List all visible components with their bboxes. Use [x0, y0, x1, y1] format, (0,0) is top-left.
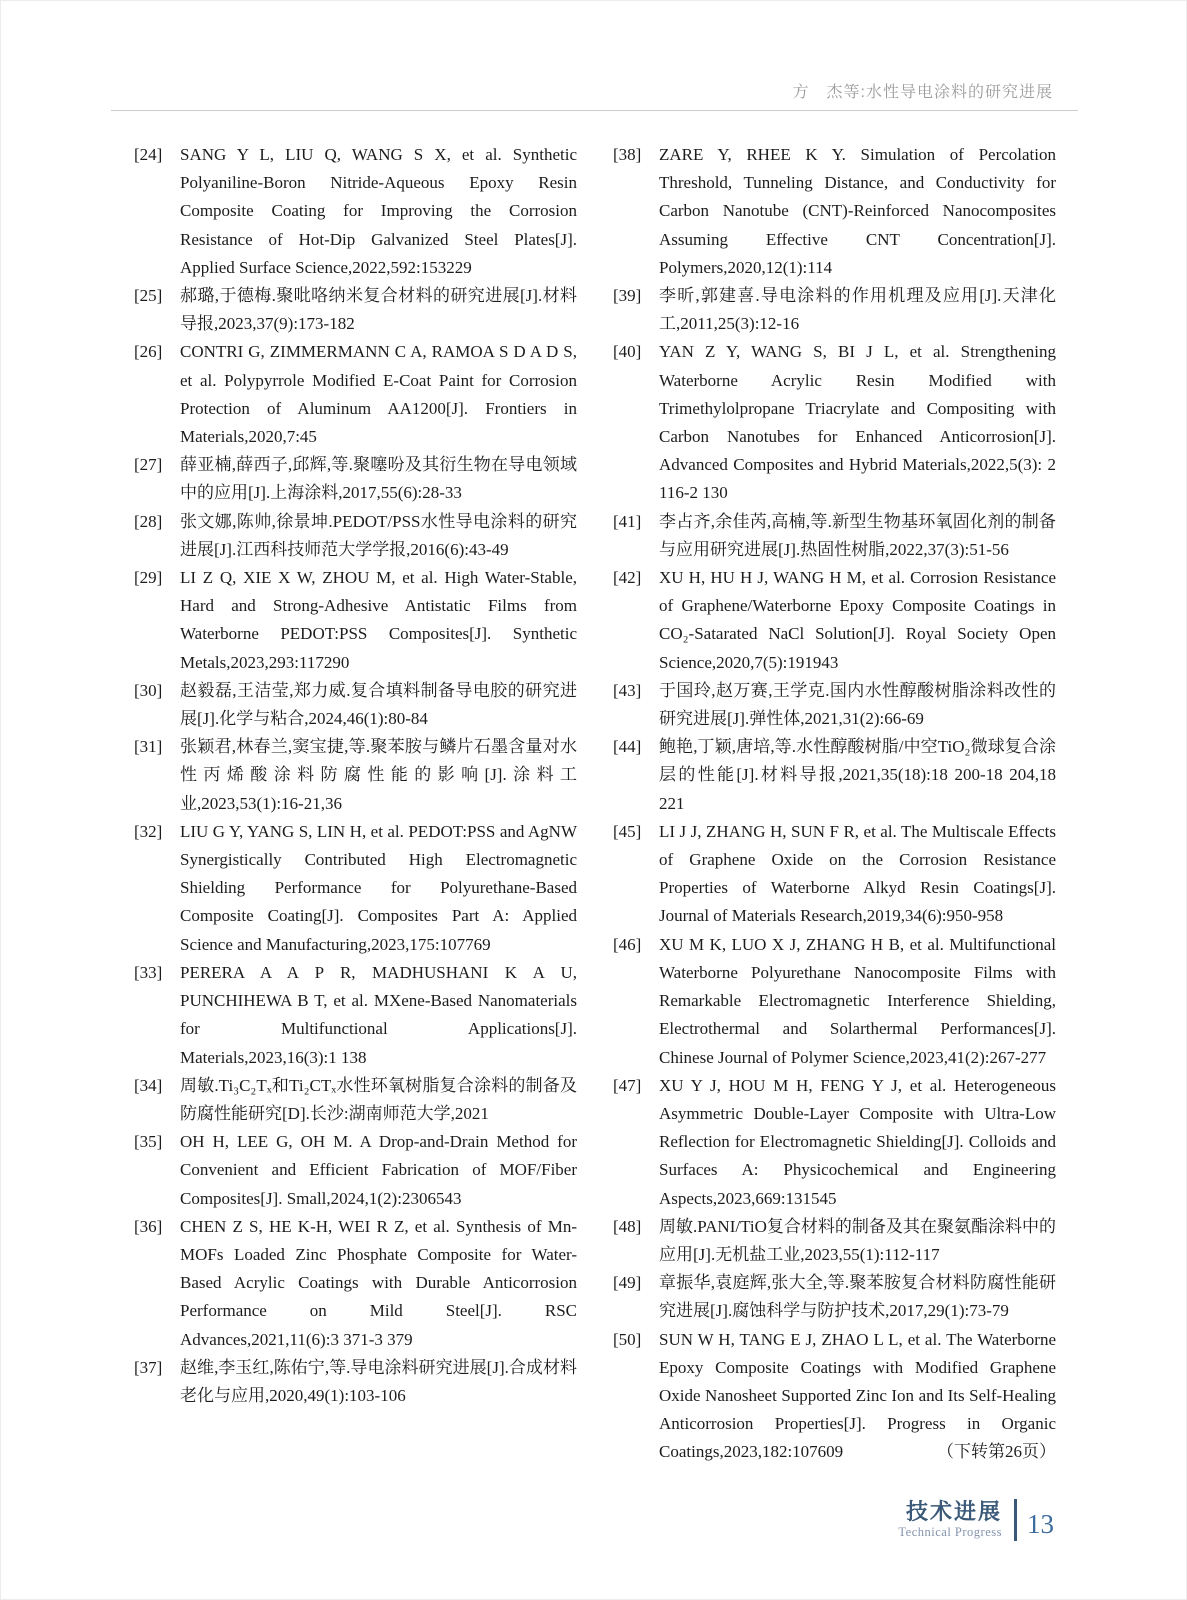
reference-text: 赵毅磊,王洁莹,郑力威.复合填料制备导电胶的研究进展[J].化学与粘合,2024,46(1):80-84: [180, 680, 577, 729]
reference-item: [134, 451, 577, 507]
reference-text: 李昕,郭建喜.导电涂料的作用机理及应用[J].天津化工,2011,25(3):12-16: [659, 286, 1056, 334]
references-column-right: [613, 141, 1056, 1467]
reference-text: CHEN Z S, HE K-H, WEI R Z, et al. Synthesis of Mn-MOFs Loaded Zinc Phosphate Composite for Water-Based Acrylic Coatings with Durable Anticorrosion Performance on Mild Steel[J]. RSC Advances,2021,11(6):3 371-3 379: [180, 1216, 577, 1349]
reference-item: [613, 141, 1056, 282]
reference-text: LI Z Q, XIE X W, ZHOU M, et al. High Water-Stable, Hard and Strong-Adhesive Antistatic Films from Waterborne PEDOT:PSS Composites[J]. Synthetic Metals,2023,293:117290: [180, 568, 577, 672]
reference-text: LI J J, ZHANG H, SUN F R, et al. The Multiscale Effects of Graphene Oxide on the Corrosion Resistance Properties of Waterborne Alkyd Resin Coatings[J]. Journal of Materials Research,2019,34(6):950-958: [659, 821, 1056, 926]
reference-number: [26]: [134, 342, 163, 362]
reference-item: [613, 282, 1056, 338]
reference-item: [134, 1072, 577, 1128]
reference-text: 周敏.PANI/TiO复合材料的制备及其在聚氨酯涂料中的应用[J].无机盐工业,2023,55(1):112-117: [659, 1216, 1056, 1264]
reference-number: [33]: [134, 962, 163, 982]
footer-section-title: [898, 1500, 1002, 1539]
reference-number: [27]: [134, 455, 163, 475]
reference-number: [38]: [613, 145, 642, 164]
footer-section-title-cn: 技术进展: [905, 1499, 1002, 1525]
reference-text: XU Y J, HOU M H, FENG Y J, et al. Heterogeneous Asymmetric Double-Layer Composite with Ultra-Low Reflection for Electromagnetic Shielding[J]. Colloids and Surfaces A: Physicochemical and Engineering Aspects,2023,669:131545: [659, 1075, 1056, 1208]
reference-text: 章振华,袁庭辉,张大全,等.聚苯胺复合材料防腐性能研究进展[J].腐蚀科学与防护技术,2017,29(1):73-79: [659, 1273, 1056, 1321]
reference-text: ZARE Y, RHEE K Y. Simulation of Percolation Threshold, Tunneling Distance, and Conductivity for Carbon Nanotube (CNT)-Reinforced Nanocomposites Assuming Effective CNT Concentration[J]. Polymers,2020,12(1):114: [659, 145, 1056, 277]
reference-item: [134, 818, 577, 959]
reference-item: [613, 931, 1056, 1072]
reference-number: [41]: [613, 511, 642, 531]
reference-item: [134, 959, 577, 1072]
continuation-note: （下转第26页）: [937, 1442, 1056, 1462]
references-column-left: [134, 141, 577, 1467]
reference-text: SANG Y L, LIU Q, WANG S X, et al. Synthetic Polyaniline-Boron Nitride-Aqueous Epoxy Resin Composite Coating for Improving the Corrosion Resistance of Hot-Dip Galvanized Steel Plates[J]. Applied Surface Science,2022,592:153229: [180, 145, 577, 277]
reference-text: 郝璐,于德梅.聚吡咯纳米复合材料的研究进展[J].材料导报,2023,37(9):173-182: [180, 286, 577, 334]
reference-item: [613, 1326, 1056, 1467]
reference-item: [134, 1354, 577, 1410]
reference-text: 张文娜,陈帅,徐景坤.PEDOT/PSS水性导电涂料的研究进展[J].江西科技师范大学学报,2016(6):43-49: [180, 511, 577, 559]
reference-item: [613, 1213, 1056, 1269]
reference-text: PERERA A A P R, MADHUSHANI K A U, PUNCHIHEWA B T, et al. MXene-Based Nanomaterials for Multifunctional Applications[J]. Materials,2023,16(3):1 138: [180, 962, 577, 1067]
reference-text: XU M K, LUO X J, ZHANG H B, et al. Multifunctional Waterborne Polyurethane Nanocomposite Films with Remarkable Electromagnetic Interference Shielding, Electrothermal and Solarthermal Performances[J]. Chinese Journal of Polymer Science,2023,41(2):267-277: [659, 934, 1056, 1067]
reference-text: LIU G Y, YANG S, LIN H, et al. PEDOT:PSS and AgNW Synergistically Contributed High Electromagnetic Shielding Performance for Polyurethane-Based Composite Coating[J]. Composites Part A: Applied Science and Manufacturing,2023,175:107769: [180, 821, 577, 954]
page-number: 13: [1027, 1508, 1054, 1539]
reference-text: 李占齐,余佳芮,高楠,等.新型生物基环氧固化剂的制备与应用研究进展[J].热固性树脂,2022,37(3):51-56: [659, 511, 1056, 559]
running-title: 方 杰等:水性导电涂料的研究进展: [792, 84, 1053, 101]
reference-text: 周敏.Ti₃C₂Tₓ和Ti₂CTₓ水性环氧树脂复合涂料的制备及防腐性能研究[D].长沙:湖南师范大学,2021: [180, 1075, 577, 1123]
reference-item: [134, 338, 577, 451]
reference-text: 鲍艳,丁颖,唐培,等.水性醇酸树脂/中空TiO₂微球复合涂层的性能[J].材料导报,2021,35(18):18 200-18 204,18 221: [659, 737, 1056, 813]
reference-item: [613, 677, 1056, 733]
reference-number: [24]: [134, 145, 163, 164]
reference-text: YAN Z Y, WANG S, BI J L, et al. Strengthening Waterborne Acrylic Resin Modified with Trimethylolpropane Triacrylate and Compositing with Carbon Nanotubes for Enhanced Anticorrosion[J]. Advanced Composites and Hybrid Materials,2022,5(3): 2 116-2 130: [659, 342, 1056, 503]
reference-number: [32]: [134, 821, 163, 841]
reference-number: [35]: [134, 1132, 163, 1152]
reference-number: [25]: [134, 286, 163, 306]
reference-item: [613, 1269, 1056, 1325]
reference-item: [134, 282, 577, 338]
references-section: [1, 111, 1186, 1467]
reference-item: [613, 564, 1056, 677]
reference-text: CONTRI G, ZIMMERMANN C A, RAMOA S D A D S, et al. Polypyrrole Modified E-Coat Paint for Corrosion Protection of Aluminum AA1200[J]. Frontiers in Materials,2020,7:45: [180, 342, 577, 447]
reference-number: [29]: [134, 568, 163, 588]
reference-number: [36]: [134, 1216, 163, 1236]
reference-item: [134, 564, 577, 677]
reference-number: [34]: [134, 1075, 163, 1095]
reference-text: XU H, HU H J, WANG H M, et al. Corrosion Resistance of Graphene/Waterborne Epoxy Composite Coatings in CO₂-Satarated NaCl Solution[J]. Royal Society Open Science,2020,7(5):191943: [659, 568, 1056, 672]
page-header: [1, 1, 1186, 111]
reference-item: [613, 1072, 1056, 1213]
reference-text: SUN W H, TANG E J, ZHAO L L, et al. The Waterborne Epoxy Composite Coatings with Modified Graphene Oxide Nanosheet Supported Zinc Ion and Its Self-Healing Anticorrosion Properties[J]. Progress in Organic Coatings,2023,182:107609: [659, 1329, 1056, 1462]
reference-item: [134, 733, 577, 818]
reference-item: [134, 1128, 577, 1213]
reference-number: [30]: [134, 680, 163, 700]
reference-item: [613, 733, 1056, 818]
page-footer: [898, 1499, 1054, 1541]
reference-item: [134, 677, 577, 733]
reference-number: [48]: [613, 1216, 642, 1236]
reference-item: [134, 508, 577, 564]
reference-number: [47]: [613, 1075, 642, 1095]
reference-text: OH H, LEE G, OH M. A Drop-and-Drain Method for Convenient and Efficient Fabrication of MOF/Fiber Composites[J]. Small,2024,1(2):2306543: [180, 1132, 577, 1208]
reference-text: 于国玲,赵万赛,王学克.国内水性醇酸树脂涂料改性的研究进展[J].弹性体,2021,31(2):66-69: [659, 680, 1056, 729]
reference-number: [46]: [613, 934, 642, 954]
reference-item: [613, 338, 1056, 507]
reference-number: [42]: [613, 568, 642, 588]
reference-text: 赵维,李玉红,陈佑宁,等.导电涂料研究进展[J].合成材料老化与应用,2020,49(1):103-106: [180, 1357, 577, 1405]
reference-number: [45]: [613, 821, 642, 841]
reference-number: [49]: [613, 1273, 642, 1293]
reference-number: [44]: [613, 737, 642, 757]
reference-number: [39]: [613, 286, 642, 306]
reference-item: [134, 141, 577, 282]
reference-number: [50]: [613, 1329, 642, 1349]
reference-item: [613, 508, 1056, 564]
reference-number: [31]: [134, 737, 163, 757]
reference-number: [37]: [134, 1357, 163, 1377]
reference-number: [43]: [613, 680, 642, 700]
footer-section-title-en: Technical Progress: [898, 1524, 1002, 1539]
footer-divider-bar: [1014, 1499, 1017, 1541]
reference-text: 薛亚楠,薛西子,邱辉,等.聚噻吩及其衍生物在导电领域中的应用[J].上海涂料,2017,55(6):28-33: [180, 455, 577, 503]
reference-number: [28]: [134, 511, 163, 531]
reference-item: [613, 818, 1056, 931]
reference-number: [40]: [613, 342, 642, 362]
reference-item: [134, 1213, 577, 1354]
reference-text: 张颖君,林春兰,窦宝捷,等.聚苯胺与鳞片石墨含量对水性丙烯酸涂料防腐性能的影响[J].涂料工业,2023,53(1):16-21,36: [180, 737, 577, 813]
